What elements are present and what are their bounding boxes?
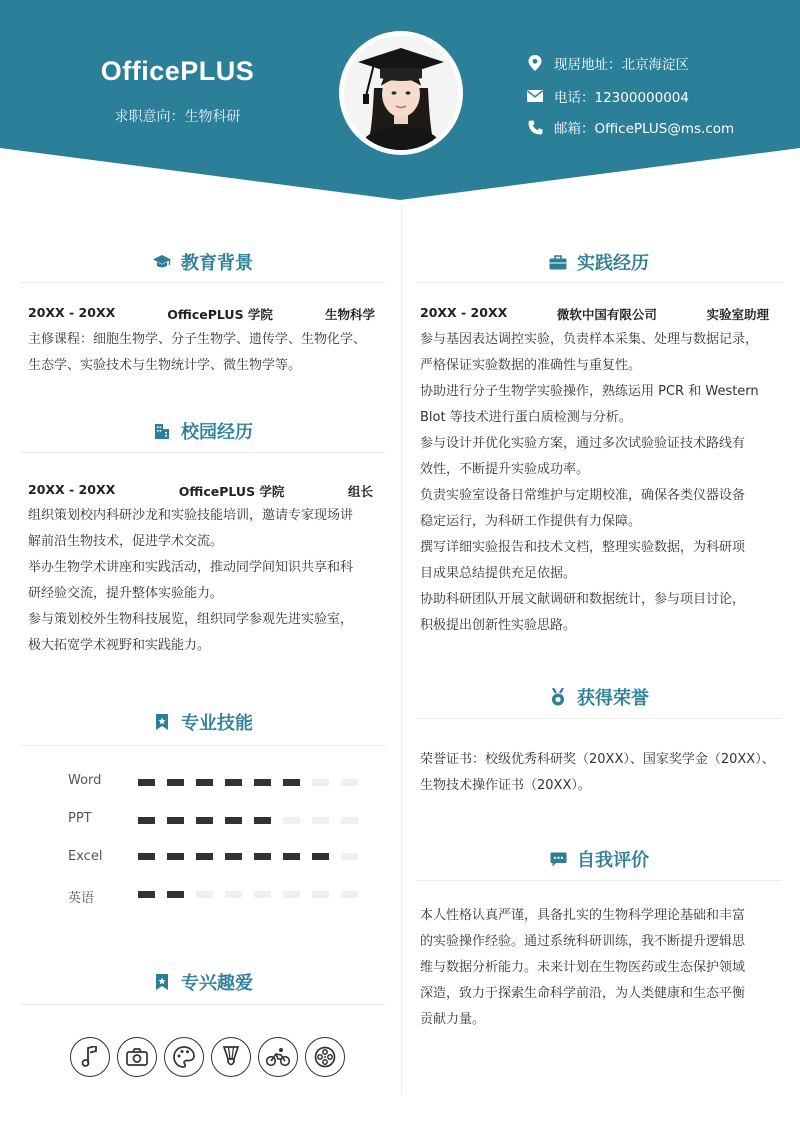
skill-bar [138, 853, 358, 860]
badminton-icon [211, 1037, 251, 1077]
skill-segment-filled [312, 853, 329, 860]
self-eval-line: 维与数据分析能力。未来计划在生物医药或生态保护领域 [420, 960, 746, 975]
self-eval-underline [416, 880, 782, 881]
practice-line: 参与基因表达调控实验，负责样本采集、处理与数据记录， [420, 332, 759, 347]
medal-icon [549, 688, 567, 706]
practice-line: 协助科研团队开展文献调研和数据统计，参与项目讨论， [420, 592, 746, 607]
practice-line: 严格保证实验数据的准确性与重复性。 [420, 358, 642, 373]
phone-icon [527, 119, 543, 135]
hobbies-underline [20, 1004, 386, 1005]
contact-address [527, 53, 689, 73]
practice-line: 效性，不断提升实验成功率。 [420, 462, 590, 477]
self-eval-line: 本人性格认真严谨，具备扎实的生物科学理论基础和丰富 [420, 908, 746, 923]
skill-segment-filled [196, 779, 213, 786]
honors-details [420, 747, 792, 799]
skill-segment-filled [254, 779, 271, 786]
skill-segment-empty [341, 779, 358, 786]
column-divider [401, 205, 402, 1095]
contact-address-text: 现居地址：北京海淀区 [554, 57, 689, 73]
practice-line: 目成果总结提供充足依据。 [420, 566, 577, 581]
skill-segment-filled [225, 853, 242, 860]
campus-line: 解前沿生物技术，促进学术交流。 [28, 534, 224, 549]
music-icon [70, 1037, 110, 1077]
education-line: 主修课程：细胞生物学、分子生物学、遗传学、生物化学、 [28, 332, 367, 347]
education-underline [20, 282, 386, 283]
skill-segment-empty [225, 891, 242, 898]
skill-segment-empty [312, 779, 329, 786]
education-major: 生物科学 [324, 307, 375, 322]
candidate-name: OfficePLUS [100, 56, 255, 86]
education-line: 生态学、实验技术与生物统计学、微生物学等。 [28, 358, 302, 373]
skills-underline [20, 745, 386, 746]
skill-segment-empty [283, 891, 300, 898]
skill-segment-empty [312, 891, 329, 898]
education-title: 教育背景 [181, 253, 253, 274]
campus-underline [20, 452, 386, 453]
skill-segment-empty [283, 817, 300, 824]
skill-segment-filled [138, 817, 155, 824]
campus-line: 极大拓宽学术视野和实践能力。 [28, 638, 211, 653]
skill-segment-empty [312, 817, 329, 824]
skill-label: Excel [68, 849, 103, 864]
contact-email-text: 邮箱：OfficePLUS@ms.com [554, 121, 735, 137]
skill-segment-filled [196, 817, 213, 824]
practice-line: 负责实验室设备日常维护与定期校准，确保各类仪器设备 [420, 488, 746, 503]
skill-segment-empty [341, 817, 358, 824]
contact-email [527, 117, 734, 137]
honors-underline [416, 718, 782, 719]
film-reel-icon [305, 1037, 345, 1077]
skill-bar [138, 817, 358, 824]
skill-segment-empty [341, 853, 358, 860]
practice-line: 协助进行分子生物学实验操作，熟练运用 PCR 和 Western [420, 384, 759, 399]
education-summary-row [28, 305, 375, 323]
job-intent: 求职意向：生物科研 [114, 109, 241, 125]
skill-segment-filled [225, 779, 242, 786]
chat-bubble-icon [549, 850, 567, 868]
campus-title: 校园经历 [181, 422, 253, 443]
skill-segment-filled [167, 891, 184, 898]
skill-segment-filled [254, 853, 271, 860]
practice-date: 20XX - 20XX [420, 305, 508, 320]
education-heading [20, 249, 386, 275]
practice-company: 微软中国有限公司 [556, 307, 657, 322]
hobby-icon-row [70, 1037, 345, 1077]
honors-heading [416, 684, 782, 710]
briefcase-icon [549, 253, 567, 271]
education-details [28, 327, 388, 379]
campus-role: 组长 [347, 484, 373, 499]
skill-segment-filled [138, 891, 155, 898]
skill-label: 英语 [68, 891, 95, 906]
campus-line: 举办生物学术讲座和实践活动，推动同学间知识共享和科 [28, 560, 354, 575]
skill-segment-empty [254, 891, 271, 898]
practice-line: 撰写详细实验报告和技术文档，整理实验数据，为科研项 [420, 540, 746, 555]
contact-phone [527, 86, 689, 106]
campus-line: 组织策划校内科研沙龙和实验技能培训，邀请专家现场讲 [28, 508, 354, 523]
location-pin-icon [527, 55, 543, 71]
campus-summary-row [28, 482, 373, 500]
contact-phone-text: 电话：12300000004 [554, 90, 689, 106]
self-eval-line: 深造，致力于探索生命科学前沿，为人类健康和生态平衡 [420, 986, 746, 1001]
skill-segment-filled [138, 779, 155, 786]
skills-heading [20, 709, 386, 735]
bookmark-icon [153, 973, 171, 991]
self-eval-details [420, 903, 790, 1033]
practice-details [420, 327, 790, 639]
practice-summary-row [420, 305, 769, 323]
self-eval-line: 的实验操作经验。通过系统科研训练，我不断提升逻辑思 [420, 934, 746, 949]
profile-photo [344, 36, 458, 150]
skills-title: 专业技能 [181, 713, 253, 734]
skill-segment-filled [196, 853, 213, 860]
campus-line: 参与策划校外生物科技展览，组织同学参观先进实验室， [28, 612, 354, 627]
campus-school: OfficePLUS 学院 [178, 484, 285, 499]
bookmark-icon [153, 713, 171, 731]
skill-bar [138, 891, 358, 898]
campus-line: 研经验交流，提升整体实验能力。 [28, 586, 224, 601]
practice-line: 积极提出创新性实验思路。 [420, 618, 577, 633]
skill-segment-filled [283, 779, 300, 786]
skill-bar [138, 779, 358, 786]
camera-icon [117, 1037, 157, 1077]
hobbies-heading [20, 969, 386, 995]
mail-icon [527, 88, 543, 104]
skill-segment-empty [196, 891, 213, 898]
campus-date: 20XX - 20XX [28, 482, 116, 497]
self-eval-title: 自我评价 [577, 850, 649, 871]
campus-heading [20, 418, 386, 444]
skill-segment-filled [167, 817, 184, 824]
graduation-cap-icon [153, 253, 171, 271]
palette-icon [164, 1037, 204, 1077]
practice-line: 参与设计并优化实验方案，通过多次试验验证技术路线有 [420, 436, 746, 451]
skill-segment-filled [254, 817, 271, 824]
skill-label: Word [68, 773, 102, 788]
skill-segment-filled [167, 853, 184, 860]
honors-line: 荣誉证书：校级优秀科研奖（20XX）、国家奖学金（20XX）、 [420, 752, 775, 767]
practice-heading [416, 249, 782, 275]
practice-line: 稳定运行，为科研工作提供有力保障。 [420, 514, 642, 529]
practice-line: Blot 等技术进行蛋白质检测与分析。 [420, 410, 632, 425]
skill-segment-filled [138, 853, 155, 860]
practice-title: 实践经历 [577, 253, 649, 274]
skill-label: PPT [68, 811, 92, 826]
skill-segment-empty [341, 891, 358, 898]
hobbies-title: 专兴趣爱 [181, 973, 253, 994]
honors-line: 生物技术操作证书（20XX）。 [420, 778, 591, 793]
education-date: 20XX - 20XX [28, 305, 116, 320]
skill-segment-filled [225, 817, 242, 824]
campus-details [28, 503, 388, 659]
practice-underline [416, 282, 782, 283]
building-icon [153, 422, 171, 440]
practice-role: 实验室助理 [706, 307, 769, 322]
cycling-icon [258, 1037, 298, 1077]
education-school: OfficePLUS 学院 [167, 307, 273, 322]
skill-segment-filled [283, 853, 300, 860]
self-eval-heading [416, 846, 782, 872]
honors-title: 获得荣誉 [577, 688, 649, 709]
self-eval-line: 贡献力量。 [420, 1012, 486, 1027]
skill-segment-filled [167, 779, 184, 786]
